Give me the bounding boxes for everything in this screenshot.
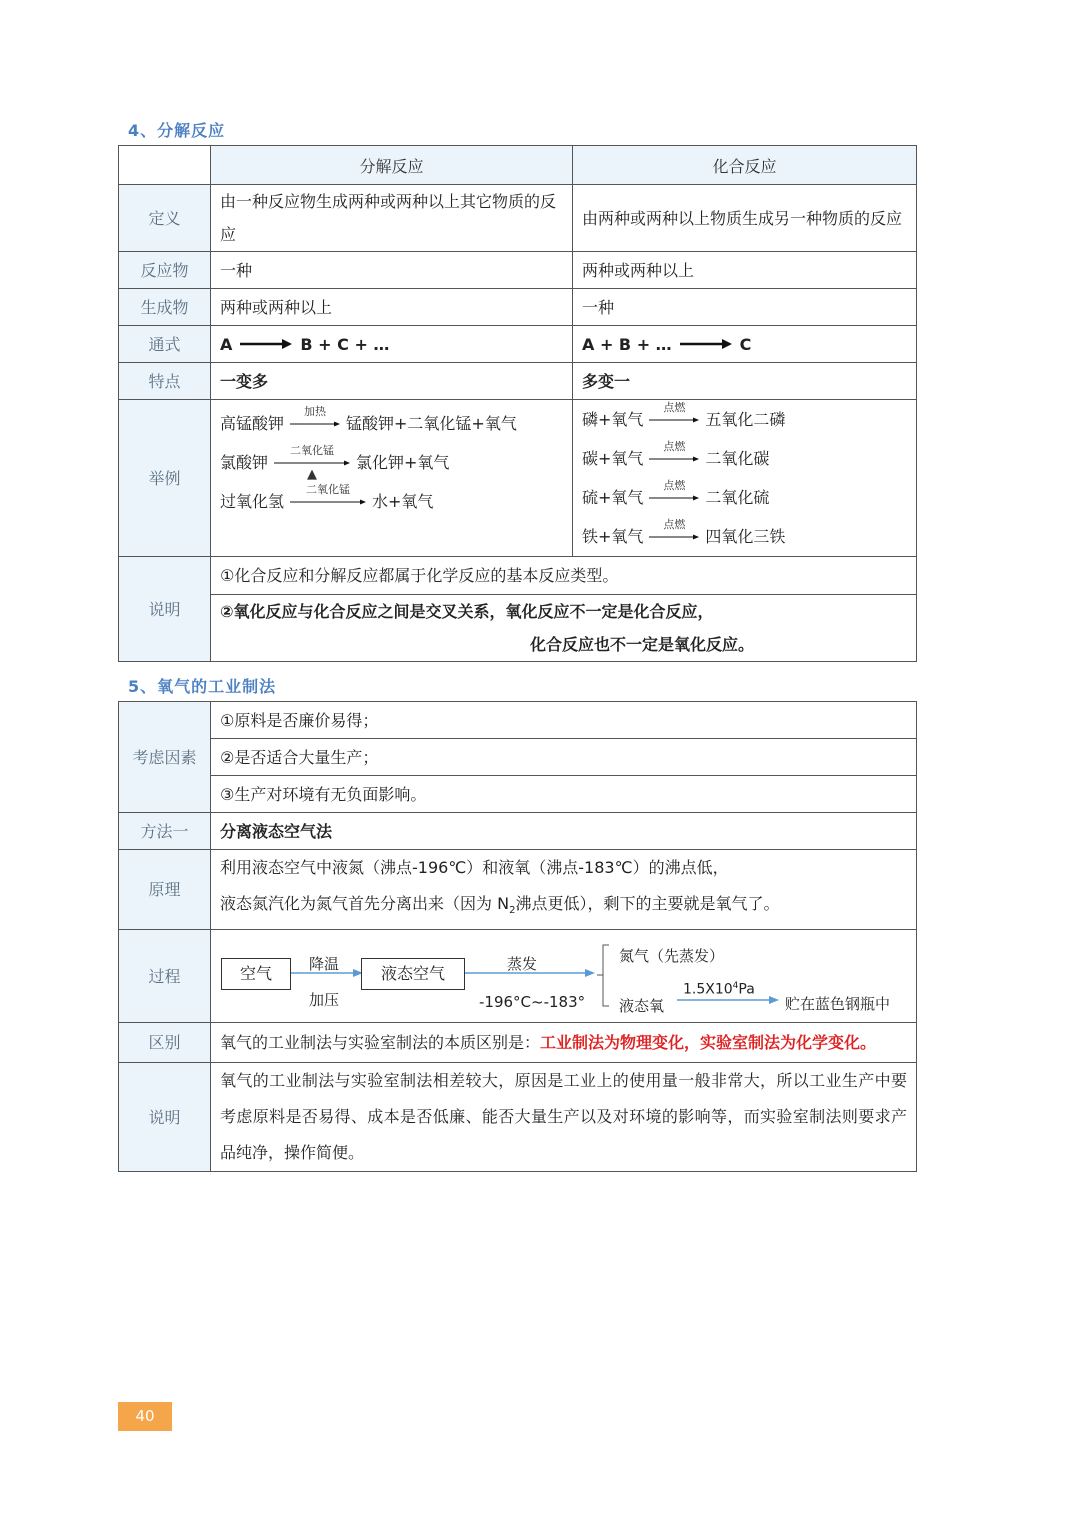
press-label: 加压 <box>309 991 340 1010</box>
col-header-decomposition: 分解反应 <box>211 146 573 185</box>
process-arrow-icon <box>465 968 595 978</box>
equation: 硫+氧气 点燃 二氧化硫 <box>582 478 770 507</box>
equation: 碳+氧气 点燃 二氧化碳 <box>582 439 770 468</box>
section4-title: 4、分解反应 <box>128 121 226 140</box>
factor-item: ③生产对环境有无负面影响。 <box>211 776 917 813</box>
heat-triangle-icon: ▲ <box>307 466 318 482</box>
nitrogen-label: 氮气（先蒸发） <box>619 947 725 966</box>
air-box: 空气 <box>221 958 291 990</box>
examples-combination <box>573 400 917 557</box>
row-label-feature: 特点 <box>119 363 211 400</box>
thin-arrow-icon <box>274 459 350 467</box>
temperature-label: -196°C~-183° <box>479 993 586 1012</box>
formula-decomposition: A B + C + … <box>211 326 573 363</box>
evaporate-label: 蒸发 <box>507 955 538 974</box>
cool-label: 降温 <box>309 955 340 974</box>
process-diagram <box>211 930 917 1023</box>
principle-text: 利用液态空气中液氮（沸点-196℃）和液氧（沸点-183℃）的沸点低， 液态氮汽化为氮气首先分离出来（因为 $N_2$沸点更低），剩下的主要就是氧气了。 <box>211 850 917 930</box>
row-label-examples: 举例 <box>119 400 211 557</box>
difference-text: 氧气的工业制法与实验室制法的本质区别是：工业制法为物理变化，实验室制法为化学变化。 <box>211 1023 917 1063</box>
industrial-oxygen-table <box>118 701 917 1172</box>
process-arrow-icon <box>291 968 363 978</box>
equation: 过氧化氢 二氧化锰 水+氧气 <box>220 482 434 511</box>
row-label-method: 方法一 <box>119 813 211 850</box>
storage-label: 贮在蓝色钢瓶中 <box>785 995 891 1014</box>
bracket-icon <box>597 944 611 1008</box>
thin-arrow-icon <box>290 420 340 428</box>
formula-combination: A + B + … C <box>573 326 917 363</box>
thin-arrow-icon <box>649 494 699 502</box>
method-text: 分离液态空气法 <box>211 813 917 850</box>
note-1: ①化合反应和分解反应都属于化学反应的基本反应类型。 <box>211 557 917 595</box>
thin-arrow-icon <box>649 416 699 424</box>
equation: 高锰酸钾 加热 锰酸钾+二氧化锰+氧气 <box>220 404 517 433</box>
equation: 磷+氧气 点燃 五氧化二磷 <box>582 400 786 429</box>
row-label-explanation: 说明 <box>119 1063 211 1172</box>
definition-decomposition: 由一种反应物生成两种或两种以上其它物质的反应 <box>211 185 573 252</box>
thin-arrow-icon <box>649 455 699 463</box>
row-label-definition: 定义 <box>119 185 211 252</box>
page-number: 40 <box>118 1402 172 1431</box>
feature-decomposition: 一变多 <box>211 363 573 400</box>
long-arrow-icon <box>680 338 732 350</box>
explanation-text: 氧气的工业制法与实验室制法相差较大，原因是工业上的使用量一般非常大，所以工业生产中要考虑原料是否易得、成本是否低廉、能否大量生产以及对环境的影响等，而实验室制法则要求产品纯净，操作简便。 <box>211 1063 917 1172</box>
reactant-combination: 两种或两种以上 <box>573 252 917 289</box>
long-arrow-icon <box>240 338 292 350</box>
feature-combination: 多变一 <box>573 363 917 400</box>
examples-decomposition <box>211 400 573 557</box>
liquid-oxygen-label: 液态氧 <box>619 997 665 1016</box>
note-2: ②氧化反应与化合反应之间是交叉关系，氧化反应不一定是化合反应， 化合反应也不一定是氧化反应。 <box>211 595 917 662</box>
row-label-factors: 考虑因素 <box>119 702 211 813</box>
equation: 氯酸钾 二氧化锰 ▲ 氯化钾+氧气 <box>220 443 450 482</box>
process-arrow-icon <box>677 995 779 1005</box>
difference-highlight: 工业制法为物理变化，实验室制法为化学变化。 <box>540 1033 877 1053</box>
row-label-difference: 区别 <box>119 1023 211 1063</box>
row-label-process: 过程 <box>119 930 211 1023</box>
row-label-principle: 原理 <box>119 850 211 930</box>
definition-combination: 由两种或两种以上物质生成另一种物质的反应 <box>573 185 917 252</box>
factor-item: ②是否适合大量生产； <box>211 739 917 776</box>
reactant-decomposition: 一种 <box>211 252 573 289</box>
product-combination: 一种 <box>573 289 917 326</box>
factor-item: ①原料是否廉价易得； <box>211 702 917 739</box>
product-decomposition: 两种或两种以上 <box>211 289 573 326</box>
pressure-label: $1.5X10^4Pa$ <box>683 981 755 998</box>
liquid-air-box: 液态空气 <box>361 958 465 990</box>
col-header-combination: 化合反应 <box>573 146 917 185</box>
section5-title: 5、氧气的工业制法 <box>128 677 277 696</box>
row-label-notes: 说明 <box>119 557 211 662</box>
thin-arrow-icon <box>290 498 366 506</box>
row-label-reactant: 反应物 <box>119 252 211 289</box>
equation: 铁+氧气 点燃 四氧化三铁 <box>582 517 786 546</box>
row-label-product: 生成物 <box>119 289 211 326</box>
row-label-formula: 通式 <box>119 326 211 363</box>
decomposition-table <box>118 145 917 662</box>
thin-arrow-icon <box>649 533 699 541</box>
